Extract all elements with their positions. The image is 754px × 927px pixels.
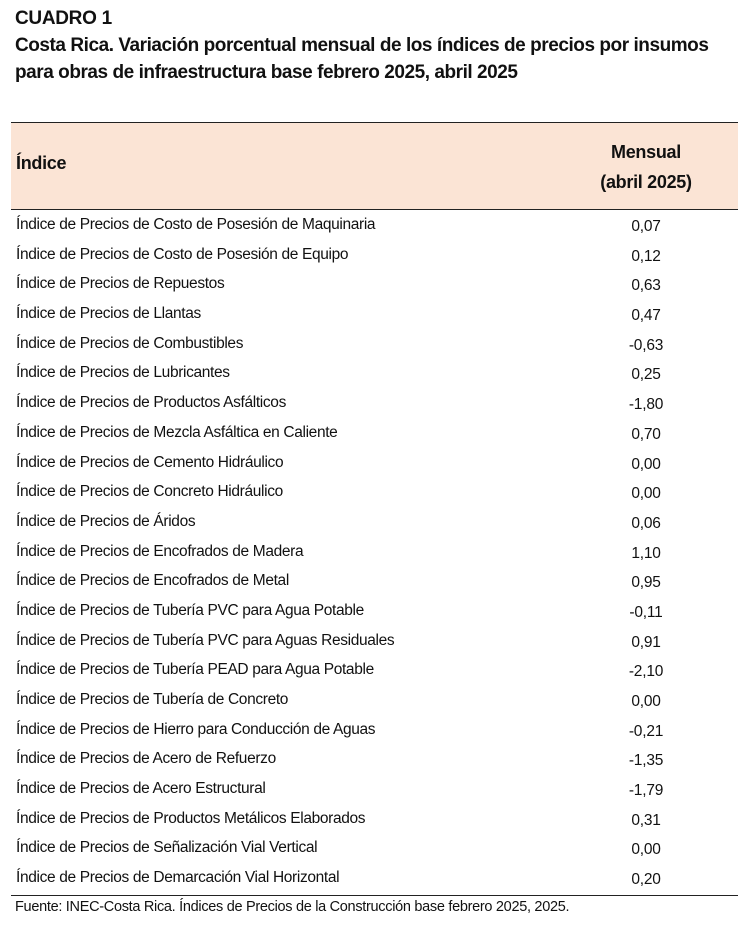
row-index-name: Índice de Precios de Hierro para Conducción de Aguas xyxy=(16,720,376,738)
row-index-name: Índice de Precios de Llantas xyxy=(16,305,201,323)
table-row xyxy=(11,598,738,628)
row-index-name: Índice de Precios de Productos Metálicos Elaborados xyxy=(16,809,366,827)
row-index-name: Índice de Precios de Señalización Vial Vertical xyxy=(16,839,318,857)
row-index-name: Índice de Precios de Tubería PEAD para Agua Potable xyxy=(16,661,374,679)
row-value: 0,00 xyxy=(631,485,661,503)
table-row xyxy=(11,450,738,480)
table-row xyxy=(11,746,738,776)
row-index-name: Índice de Precios de Lubricantes xyxy=(16,364,230,382)
row-value: -0,21 xyxy=(628,722,664,740)
row-index-name: Índice de Precios de Costo de Posesión de Maquinaria xyxy=(16,216,376,233)
table-row xyxy=(11,509,738,539)
title-block xyxy=(15,6,750,86)
row-index-name: Índice de Precios de Combustibles xyxy=(16,334,244,352)
table-title-line1: Costa Rica. Variación porcentual mensual de los índices de precios por insumos xyxy=(15,35,709,56)
row-value: 0,00 xyxy=(631,693,661,710)
table-body xyxy=(11,212,738,895)
row-index-name: Índice de Precios de Repuestos xyxy=(16,275,225,293)
table-header xyxy=(11,122,738,210)
row-index-name: Índice de Precios de Acero Estructural xyxy=(16,780,266,798)
table-row xyxy=(11,271,738,301)
row-index-name: Índice de Precios de Encofrados de Metal xyxy=(16,572,289,590)
row-index-name: Índice de Precios de Costo de Posesión de Equipo xyxy=(16,245,349,263)
row-value: 0,07 xyxy=(631,218,661,235)
row-value: 0,95 xyxy=(631,574,661,592)
header-mensual-line1: Mensual xyxy=(611,142,681,162)
row-index-name: Índice de Precios de Tubería PVC para Aguas Residuales xyxy=(16,631,395,649)
table-row xyxy=(11,835,738,865)
row-index-name: Índice de Precios de Encofrados de Madera xyxy=(16,542,304,560)
table-row xyxy=(11,539,738,569)
row-value: 0,20 xyxy=(631,871,661,889)
header-indice: Índice xyxy=(16,153,67,173)
row-value: 0,31 xyxy=(631,811,661,829)
table-row xyxy=(11,568,738,598)
row-value: 0,70 xyxy=(631,425,661,443)
row-value: -1,35 xyxy=(628,752,664,770)
header-mensual-line2: (abril 2025) xyxy=(600,172,692,192)
table-row xyxy=(11,657,738,687)
row-index-name: Índice de Precios de Demarcación Vial Horizontal xyxy=(16,869,340,887)
table-row xyxy=(11,479,738,509)
table-row xyxy=(11,776,738,806)
row-value: 0,47 xyxy=(631,307,661,325)
table-label: CUADRO 1 xyxy=(15,8,112,29)
row-value: 0,06 xyxy=(631,514,661,532)
table-row xyxy=(11,420,738,450)
table-title-line2: para obras de infraestructura base febrero 2025, abril 2025 xyxy=(15,62,518,83)
table-row xyxy=(11,628,738,658)
row-value: -1,80 xyxy=(628,396,664,414)
row-index-name: Índice de Precios de Cemento Hidráulico xyxy=(16,453,284,471)
row-value: 0,25 xyxy=(631,366,661,384)
row-value: 0,00 xyxy=(631,841,661,859)
row-index-name: Índice de Precios de Acero de Refuerzo xyxy=(16,750,276,768)
table-row xyxy=(11,360,738,390)
row-index-name: Índice de Precios de Áridos xyxy=(16,512,196,530)
row-value: 1,10 xyxy=(631,544,661,562)
table-row xyxy=(11,331,738,361)
row-value: -0,11 xyxy=(629,603,663,621)
row-value: 0,12 xyxy=(631,247,661,265)
row-value: 0,63 xyxy=(631,277,661,295)
table-bottom-rule xyxy=(11,895,738,896)
table-row xyxy=(11,865,738,895)
row-value: -1,79 xyxy=(628,782,664,800)
row-value: -0,63 xyxy=(628,336,664,354)
row-index-name: Índice de Precios de Concreto Hidráulico xyxy=(16,483,283,501)
row-index-name: Índice de Precios de Mezcla Asfáltica en Caliente xyxy=(16,423,338,441)
row-value: -2,10 xyxy=(628,663,664,681)
row-index-name: Índice de Precios de Tubería PVC para Agua Potable xyxy=(16,601,364,619)
row-value: 0,91 xyxy=(631,633,661,651)
table-row xyxy=(11,301,738,331)
table-row xyxy=(11,242,738,272)
source-note: Fuente: INEC-Costa Rica. Índices de Precios de la Construcción base febrero 2025, 2025. xyxy=(15,899,570,915)
row-index-name: Índice de Precios de Tubería de Concreto xyxy=(16,691,289,708)
table-row xyxy=(11,212,738,242)
table-row xyxy=(11,390,738,420)
header-mensual xyxy=(571,137,721,197)
row-index-name: Índice de Precios de Productos Asfálticos xyxy=(16,394,286,412)
row-value: 0,00 xyxy=(631,455,661,473)
table-row xyxy=(11,687,738,717)
table-row xyxy=(11,717,738,747)
table-row xyxy=(11,806,738,836)
